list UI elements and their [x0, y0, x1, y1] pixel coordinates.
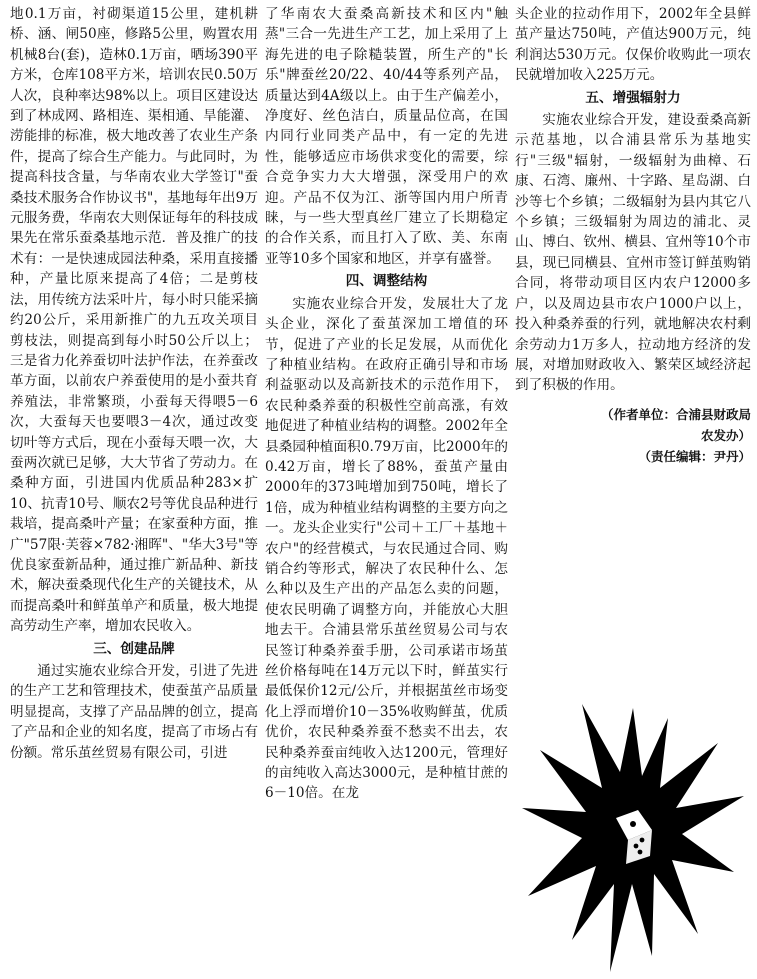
section-heading-4: 四、调整结构: [345, 273, 428, 290]
section-heading-5: 五、增强辐射力: [585, 89, 681, 106]
column-1: [10, 4, 258, 763]
column-2: [265, 4, 508, 804]
body-paragraph: 地0.1万亩，衬砌渠道15公里，建机耕桥、涵、闸50座，修路5公里，购置农用机械8台(套)，造林0.1万亩，晒场390平方米，仓库108平方米，培训农民0.50万人次，良种率达98%以上。项目区建设达到了林成网、路相连、渠相通、旱能灌、涝能排的标准，极大地改善了农业生产条件，提高了综合生产能力。与此同时，为提高科技含量，与华南农业大学签订"蚕桑技术服务合作协议书"，基地每年出9万元服务费，华南农大则保证每年的科技成果先在常乐蚕桑基地示范．普及推广的技术有：一是快速成园法种桑，采用直接播种，产量比原来提高了4倍；二是剪枝法，用传统方法采叶片，每小时只能采摘约20公斤，采用新推广的九五攻关项目剪枝法，则提高到每小时50公斤以上；三是省力化养蚕切叶法护作法，在养蚕改革方面，以前农户养蚕使用的是小蚕共育养殖法，非常繁琐，小蚕每天得喂5－6次，大蚕每天也要喂3－4次，通过改变切叶等方式后，现在小蚕每天喂一次，大蚕两次就已足够，大大节省了劳动力。在桑种方面，引进国内优质品种283×扩10、抗青10号、顺农2号等优良品种进行栽培，提高桑叶产量；在家蚕种方面，推广"57限·芙蓉×782·湘晖"、"华大3号"等优良家蚕新品种，通过推广新品种、新技术，解决蚕桑现代化生产的关键技术，从而提高桑叶和鲜茧单产和质量，极大地提高劳动生产率，增加农民收入。: [10, 6, 258, 635]
body-paragraph: 头企业的拉动作用下，2002年全县鲜茧产量达750吨，产值达900万元，纯利润达530万元。仅保价收购此一项农民就增加收入225万元。: [515, 6, 751, 84]
body-paragraph: 了华南农大蚕桑高新技术和区内"触蒸"三合一先进生产工艺，加上采用了上海先进的电子除糙装置，所生产的"长乐"牌蚕丝20/22、40/44等系列产品，质量达到4A级以上。由于生产偏差小，净度好、丝色洁白，质量品位高，在国内同行业同类产品中，有一定的先进性，能够适应市场供求变化的需要，综合竞争实力大大增强，深受用户的欢迎。产品不仅为江、浙等国内用户所青睐，与一些大型真丝厂建立了长期稳定的合作关系，而且打入了欧、美、东南亚等10多个国家和地区，并享有盛誉。: [265, 6, 508, 267]
responsible-editor: （责任编辑：尹丹）: [638, 448, 751, 464]
author-affiliation: （作者单位：合浦县财政局: [600, 406, 751, 422]
body-paragraph: 通过实施农业综合开发，引进了先进的生产工艺和管理技术，使蚕茧产品质量明显提高，支撑了产品品牌的创立，提高了产品和企业的知名度，提高了市场占有份额。常乐茧丝贸易有限公司，引进: [10, 663, 258, 761]
star-burst-figure: [520, 688, 746, 976]
section-heading-3: 三、创建品牌: [93, 640, 175, 657]
body-paragraph: 实施农业综合开发，发展壮大了龙头企业，深化了蚕茧深加工增值的环节，促进了产业的长足发展，从而优化了种植业结构。在政府正确引导和市场利益驱动以及高新技术的示范作用下，农民种桑养蚕的积极性空前高涨，有效地促进了种植业结构的调整。2002年全县桑园种植面积0.79万亩，比2000年的0.42万亩，增长了88%，蚕茧产量由2000年的373吨增加到750吨，增长了1倍，成为种植业结构调整的主要方向之一。龙头企业实行"公司＋工厂＋基地＋农户"的经营模式，与农民通过合同、购销合约等形式，解决了农民种什么、怎么种以及生产出的产品怎么卖的问题，使农民明确了调整方向，并能放心大胆地去干。合浦县常乐茧丝贸易公司与农民签订种桑养蚕手册，公司承诺市场茧丝价格每吨在14万元以下时，鲜茧实行最低保价12元/公斤，并根据茧丝市场变化上浮而增价10－35%收购鲜茧，优质优价，农民种桑养蚕不愁卖不出去，农民种桑养蚕亩纯收入达1200元，管理好的亩纯收入高达3000元，是种植甘蔗的6－10倍。在龙: [265, 295, 508, 802]
body-paragraph: 实施农业综合开发，建设蚕桑高新示范基地，以合浦县常乐为基地实行"三级"辐射，一级辐射为曲樟、石康、石湾、廉州、十字路、星岛湖、白沙等七个乡镇；二级辐射为县内其它八个乡镇；三级辐射为周边的浦北、灵山、博白、钦州、横县、宜州等10个市县，现已同横县、宜州市签订鲜茧购销合同，将带动项目区内农户12000多户，以及周边县市农户1000户以上，投入种桑养蚕的行列，就地解决农村剩余劳动力1万多人，拉动地方经济的发展，对增加财政收入、繁荣区域经济起到了积极的作用。: [515, 112, 751, 394]
credits: [515, 404, 751, 467]
author-affiliation-cont: 农发办）: [700, 427, 751, 443]
column-3: [515, 4, 751, 467]
